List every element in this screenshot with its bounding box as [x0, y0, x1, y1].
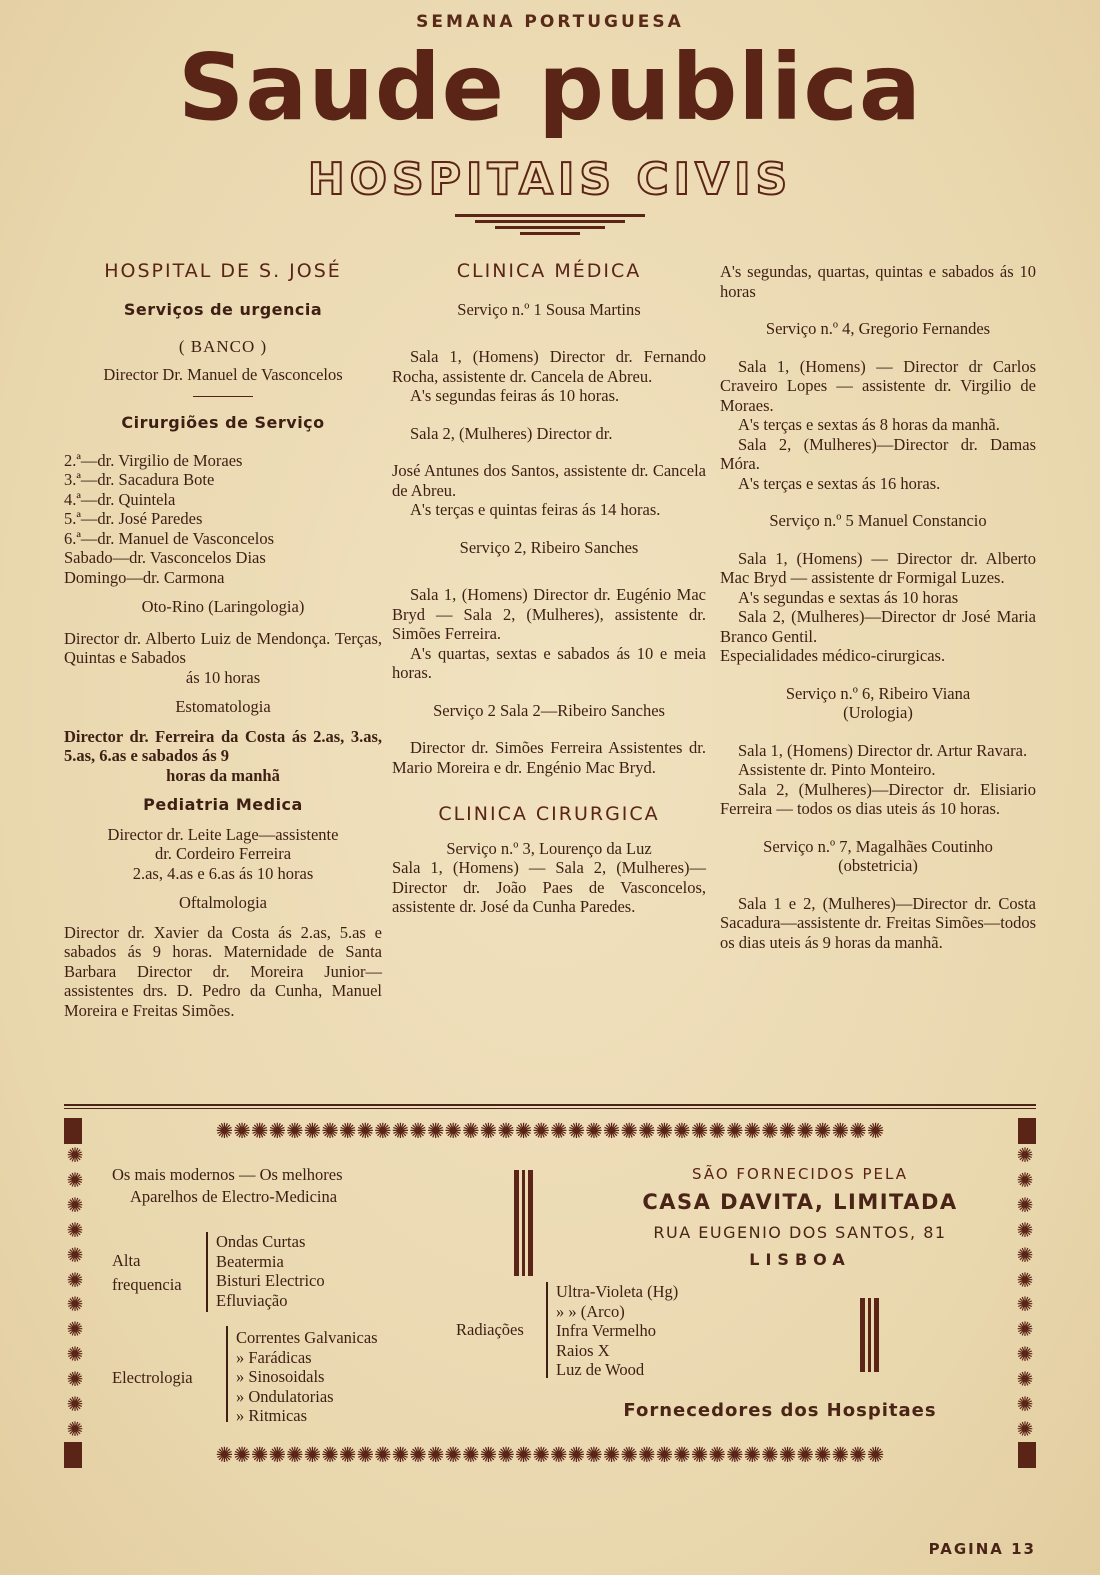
star-ornament: ✺	[66, 1368, 84, 1391]
cirurgiao-item: 5.ª—dr. José Paredes	[64, 509, 203, 528]
servico-7-heading: Serviço n.º 7, Magalhães Coutinho	[763, 836, 993, 856]
servico-5-text: Sala 1, (Homens) — Director dr. Alberto Mac Bryd — assistente dr Formigal Luzes.	[720, 548, 1036, 587]
servico-4-text: Sala 1, (Homens) — Director dr Carlos Craveiro Lopes — assistente dr. Virgilio de Moraes.	[720, 356, 1036, 415]
servico-1-heading: Serviço n.º 1 Sousa Martins	[457, 299, 641, 319]
pediatria-line-1: Director dr. Leite Lage—assistente	[107, 824, 339, 844]
alta-frequencia-item: Efluviação	[216, 1290, 288, 1310]
alta-frequencia-item: Beatermia	[216, 1251, 284, 1271]
section-divider-rule	[64, 1104, 1036, 1106]
corner-ornament	[64, 1442, 82, 1468]
servico-6-sala-2: Sala 2, (Mulheres)—Director dr. Elisiario Ferreira — todos os dias uteis ás 10 horas.	[720, 779, 1036, 818]
subheading-pediatria: Pediatria Medica	[143, 795, 303, 814]
electrologia-item: Correntes Galvanicas	[236, 1328, 378, 1347]
column-clinica-medica-continued	[720, 262, 1036, 952]
servico-4-heading: Serviço n.º 4, Gregorio Fernandes	[765, 319, 991, 338]
estomatologia-hours: horas da manhã	[166, 765, 280, 785]
electrologia-item: » Farádicas	[236, 1347, 312, 1367]
servico-2-heading: Serviço 2, Ribeiro Sanches	[459, 537, 639, 557]
ad-line-1: Os mais modernos — Os melhores	[112, 1165, 343, 1184]
star-ornament: ✺	[1016, 1294, 1034, 1317]
servico-1-sala-2-hours: A's terças e quintas feiras ás 14 horas.	[410, 500, 661, 519]
servico-3-heading: Serviço n.º 3, Lourenço da Luz	[446, 838, 652, 858]
masthead: SEMANA PORTUGUESA	[416, 12, 684, 32]
star-ornament: ✺	[66, 1393, 84, 1416]
servico-6-heading: Serviço n.º 6, Ribeiro Viana	[785, 683, 971, 703]
pediatria-line-3: 2.as, 4.as e 6.as ás 10 horas	[132, 863, 314, 883]
page-number: PAGINA 13	[928, 1540, 1036, 1558]
servico-1-sala-2-director: José Antunes dos Santos, assistente dr. Cancela de Abreu.	[392, 461, 706, 500]
alta-frequencia-item: Ondas Curtas	[216, 1232, 306, 1251]
star-ornament: ✺	[1016, 1244, 1034, 1267]
section-heading: CLINICA MÉDICA	[456, 260, 642, 282]
star-ornament: ✺	[66, 1418, 84, 1441]
column-hospital-sao-jose	[64, 262, 382, 1020]
supplied-by-label: SÃO FORNECIDOS PELA	[692, 1165, 908, 1183]
servico-2-sala-2-text: Director dr. Simões Ferreira Assistentes dr. Mario Moreira e dr. Engénio Mac Bryd.	[392, 738, 706, 777]
star-ornament: ✺	[1016, 1418, 1034, 1441]
servico-2-sala-2-heading: Serviço 2 Sala 2—Ribeiro Sanches	[433, 700, 665, 720]
servico-2-hours: A's quartas, sextas e sabados ás 10 e meia horas.	[392, 643, 706, 682]
electrologia-item: » Ondulatorias	[236, 1386, 334, 1406]
banco-label: ( BANCO )	[178, 337, 268, 356]
subheading-cirurgioes: Cirurgiões de Serviço	[121, 413, 325, 432]
star-ornament: ✺	[1016, 1269, 1034, 1292]
servico-1-sala-2: Sala 2, (Mulheres) Director dr.	[410, 423, 613, 443]
bracket-electrologia	[226, 1326, 228, 1422]
section-divider-rule-thin	[64, 1108, 1036, 1109]
alta-frequencia-item: Bisturi Electrico	[216, 1271, 325, 1290]
star-ornament-row: ✺✺✺✺✺✺✺✺✺✺✺✺✺✺✺✺✺✺✺✺✺✺✺✺✺✺✺✺✺✺✺✺✺✺✺✺✺✺	[215, 1443, 885, 1467]
ad-border-left	[64, 1144, 86, 1442]
servico-2-text: Sala 1, (Homens) Director dr. Eugénio Mac Bryd — Sala 2, (Mulheres), assistente dr. Simões Ferreira.	[392, 585, 706, 643]
star-ornament: ✺	[66, 1344, 84, 1367]
star-ornament: ✺	[1016, 1393, 1034, 1416]
star-ornament: ✺	[66, 1145, 84, 1168]
cirurgiao-item: Sabado—dr. Vasconcelos Dias	[64, 548, 266, 567]
servico-7-text: Sala 1 e 2, (Mulheres)—Director dr. Costa Sacadura—assistente dr. Freitas Simões—todos os dias uteis ás 9 horas da manhã.	[720, 893, 1036, 952]
star-ornament: ✺	[1016, 1319, 1034, 1342]
servico-5-sala-2: Sala 2, (Mulheres)—Director dr José Maria Branco Gentil.	[720, 607, 1036, 646]
ad-border-top	[64, 1118, 1036, 1144]
oto-rino-text: Director dr. Alberto Luiz de Mendonça. Terças, Quintas e Sabados	[64, 628, 382, 667]
subheading-urgencia: Serviços de urgencia	[123, 299, 323, 319]
urgencia-director: Director Dr. Manuel de Vasconcelos	[103, 364, 343, 384]
ad-border-bottom	[64, 1442, 1036, 1468]
oto-rino-hours: ás 10 horas	[185, 667, 261, 687]
ad-border-right	[1014, 1144, 1036, 1442]
radiacoes-label: Radiações	[456, 1320, 524, 1339]
page-title: Saude publica	[177, 34, 922, 141]
star-ornament: ✺	[66, 1244, 84, 1267]
electrologia-item: » Ritmicas	[236, 1406, 308, 1425]
pediatria-line-2: dr. Cordeiro Ferreira	[154, 844, 292, 863]
cirurgiao-item: Domingo—dr. Carmona	[64, 567, 225, 587]
radiacoes-item: Ultra-Violeta (Hg)	[556, 1282, 679, 1301]
subheading-estomatologia: Estomatologia	[175, 697, 271, 716]
star-ornament: ✺	[66, 1170, 84, 1193]
subheading-oftalmologia: Oftalmologia	[179, 893, 267, 912]
divider	[193, 396, 253, 397]
star-ornament: ✺	[66, 1319, 84, 1342]
cirurgiao-item: 6.ª—dr. Manuel de Vasconcelos	[64, 528, 274, 548]
company-tagline: Fornecedores dos Hospitaes	[623, 1400, 937, 1421]
star-ornament: ✺	[1016, 1219, 1034, 1242]
column-clinica-medica	[392, 262, 706, 917]
electrologia-list	[236, 1328, 378, 1426]
servico-4-sala-2: Sala 2, (Mulheres)—Director dr. Damas Móra.	[720, 434, 1036, 473]
star-ornament: ✺	[66, 1219, 84, 1242]
servico-6-text: Sala 1, (Homens) Director dr. Artur Ravara.	[738, 740, 1028, 760]
section-heading: HOSPITAL DE S. JOSÉ	[104, 260, 342, 282]
cirurgiao-item: 4.ª—dr. Quintela	[64, 489, 176, 509]
corner-ornament	[1018, 1442, 1036, 1468]
servico-4-hours-1: A's terças e sextas ás 8 horas da manhã.	[738, 415, 1000, 434]
star-ornament: ✺	[1016, 1344, 1034, 1367]
alta-frequencia-label-2: frequencia	[112, 1275, 182, 1294]
servico-5-heading: Serviço n.º 5 Manuel Constancio	[769, 511, 987, 530]
radiacoes-item: Infra Vermelho	[556, 1321, 657, 1340]
company-city: LISBOA	[749, 1250, 851, 1269]
electrologia-label: Electrologia	[112, 1368, 193, 1387]
cirurgiao-item: 3.ª—dr. Sacadura Bote	[64, 470, 215, 489]
servico-4-hours-2: A's terças e sextas ás 16 horas.	[738, 473, 941, 493]
star-ornament: ✺	[1016, 1195, 1034, 1218]
bracket-radiacoes	[546, 1282, 548, 1378]
title-divider	[455, 214, 645, 238]
servico-5-hours: A's segundas e sextas ás 10 horas	[738, 587, 959, 607]
section-heading-cirurgica: CLINICA CIRURGICA	[438, 803, 660, 825]
star-ornament: ✺	[1016, 1145, 1034, 1168]
star-ornament: ✺	[66, 1195, 84, 1218]
oftalmologia-text: Director dr. Xavier da Costa ás 2.as, 5.as e sabados ás 9 horas. Maternidade de Santa Barbara Director dr. Moreira Junior—assistentes drs. D. Pedro da Cunha, Manuel Moreira e Freitas Simões.	[64, 922, 382, 1020]
servico-3-text: Sala 1, (Homens) — Sala 2, (Mulheres)—Director dr. João Paes de Vasconcelos, assistente dr. José da Cunha Paredes.	[392, 858, 706, 916]
radiacoes-item: Luz de Wood	[556, 1360, 645, 1379]
corner-ornament	[1018, 1118, 1036, 1144]
servico-1-sala-1: Sala 1, (Homens) Director dr. Fernando Rocha, assistente dr. Cancela de Abreu.	[392, 347, 706, 386]
company-address: RUA EUGENIO DOS SANTOS, 81	[653, 1223, 947, 1242]
subheading-oto-rino: Oto-Rino (Laringologia)	[141, 597, 305, 616]
electrologia-item: » Sinosoidals	[236, 1367, 325, 1386]
servico-6-subheading: (Urologia)	[843, 703, 913, 722]
ornament-bars-left	[514, 1170, 533, 1276]
intro-hours: A's segundas, quartas, quintas e sabados ás 10 horas	[720, 262, 1036, 301]
ad-line-2: Aparelhos de Electro-Medicina	[130, 1187, 338, 1206]
star-ornament: ✺	[1016, 1170, 1034, 1193]
cirurgioes-list	[64, 451, 382, 588]
estomatologia-text: Director dr. Ferreira da Costa ás 2.as, 3.as, 5.as, 6.as e sabados ás 9	[64, 726, 382, 765]
bracket-alta-frequencia	[206, 1232, 208, 1312]
servico-7-subheading: (obstetricia)	[838, 856, 918, 875]
servico-1-sala-1-hours: A's segundas feiras ás 10 horas.	[410, 386, 620, 405]
alta-frequencia-label-1: Alta	[112, 1251, 141, 1270]
star-ornament: ✺	[1016, 1368, 1034, 1391]
servico-6-assistente: Assistente dr. Pinto Monteiro.	[738, 760, 936, 779]
star-ornament: ✺	[66, 1294, 84, 1317]
radiacoes-list	[556, 1282, 678, 1380]
company-name: CASA DAVITA, LIMITADA	[642, 1190, 958, 1214]
cirurgiao-item: 2.ª—dr. Virgilio de Moraes	[64, 450, 243, 470]
radiacoes-item: Raios X	[556, 1340, 610, 1360]
alta-frequencia-list	[216, 1232, 325, 1310]
servico-5-especialidades: Especialidades médico-cirurgicas.	[720, 646, 946, 665]
corner-ornament	[64, 1118, 82, 1144]
ornament-bars-right	[860, 1298, 879, 1372]
page-subtitle: HOSPITAIS CIVIS	[307, 154, 793, 205]
star-ornament-row: ✺✺✺✺✺✺✺✺✺✺✺✺✺✺✺✺✺✺✺✺✺✺✺✺✺✺✺✺✺✺✺✺✺✺✺✺✺✺	[215, 1119, 885, 1143]
radiacoes-item: » » (Arco)	[556, 1301, 625, 1321]
star-ornament: ✺	[66, 1269, 84, 1292]
